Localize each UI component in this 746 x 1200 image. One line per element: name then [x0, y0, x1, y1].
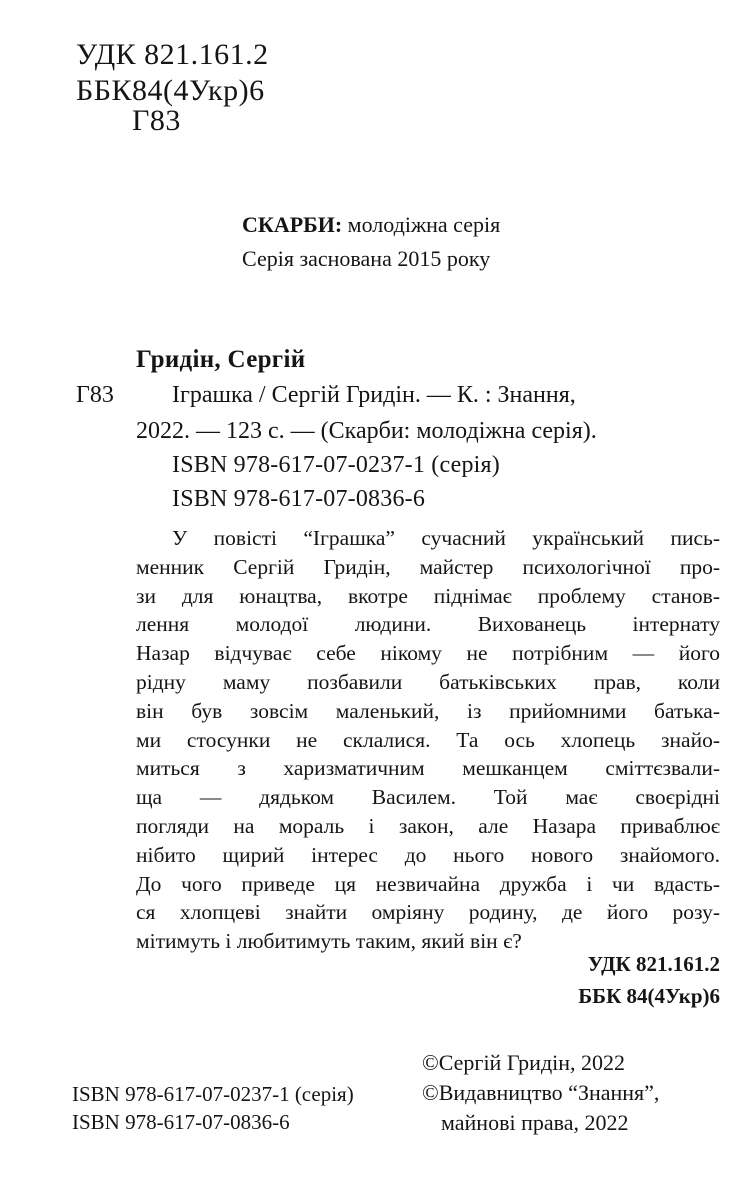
copyright-publisher: ©Видавництво “Знання”,	[422, 1080, 660, 1105]
annotation-line: менник Сергій Гридін, майстер психологічної про-	[136, 554, 720, 579]
card-author: Гридін, Сергій	[136, 346, 306, 373]
series-name-rest: молодіжна серія	[342, 212, 501, 237]
annotation-line: миться з харизматичним мешканцем сміттєзвали-	[136, 756, 720, 781]
annotation-line: Назар відчуває себе нікому не потрібним — його	[136, 641, 720, 666]
udk-code-bottom: УДК 821.161.2	[587, 952, 720, 976]
series-founded: Серія заснована 2015 року	[242, 246, 491, 271]
series-name	[242, 212, 500, 238]
annotation-line: рідну маму позбавили батьківських прав, коли	[136, 669, 720, 694]
card-title-line: Іграшка / Сергій Гридін. — К. : Знання,	[172, 382, 576, 408]
isbn-book-bottom: ISBN 978-617-07-0836-6	[72, 1110, 290, 1134]
series-name-bold: СКАРБИ:	[242, 212, 343, 237]
annotation-line: лення молодої людини. Вихованець інтернату	[136, 612, 720, 637]
udk-code-top: УДК 821.161.2	[76, 38, 269, 71]
annotation-line: У повісті “Іграшка” сучасний український пись-	[172, 526, 720, 550]
card-author-mark: Г83	[76, 382, 114, 408]
annotation-line: До чого приведе ця незвичайна дружба і чи вдасть-	[136, 871, 720, 896]
annotation-line: він був зовсім маленький, із прийомними батька-	[136, 698, 720, 723]
annotation-line: ся хлопцеві знайти омріяну родину, де його розу-	[136, 900, 720, 925]
card-imprint-line: 2022. — 123 с. — (Скарби: молодіжна серія).	[136, 418, 597, 444]
card-isbn-series: ISBN 978-617-07-0237-1 (серія)	[172, 452, 500, 478]
bbk-code-bottom: ББК 84(4Укр)6	[578, 984, 720, 1008]
copyright-rights: майнові права, 2022	[441, 1110, 629, 1135]
copyright-author: ©Сергій Гридін, 2022	[422, 1050, 626, 1075]
annotation-line: ща — дядьком Василем. Той має своєрідні	[136, 785, 720, 810]
annotation-line: мітимуть і любитимуть таким, який він є?	[136, 929, 522, 954]
isbn-series-bottom: ISBN 978-617-07-0237-1 (серія)	[72, 1082, 354, 1106]
annotation-paragraph	[136, 524, 720, 956]
annotation-line: погляди на мораль і закон, але Назара приваблює	[136, 813, 720, 838]
author-mark-top: Г83	[132, 104, 181, 137]
annotation-line: нібито щирий інтерес до нього нового знайомого.	[136, 842, 720, 867]
bbk-code-top: ББК84(4Укр)6	[76, 74, 265, 107]
annotation-line: зи для юнацтва, вкотре піднімає проблему станов-	[136, 583, 720, 608]
annotation-line: ми стосунки не склалися. Та ось хлопець знайо-	[136, 727, 720, 752]
card-isbn-book: ISBN 978-617-07-0836-6	[172, 486, 426, 512]
